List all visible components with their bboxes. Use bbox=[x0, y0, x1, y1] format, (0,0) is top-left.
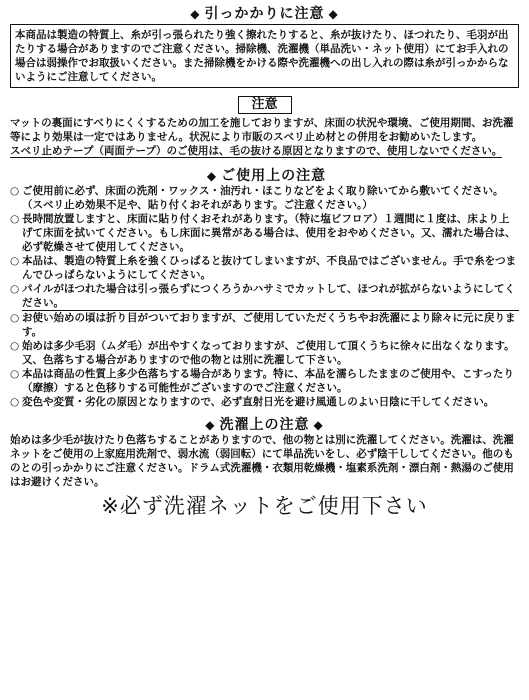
list-item: ○ ご使用前に必ず、床面の洗剤・ワックス・油汚れ・ほこりなどをよく取り除いてから敷いてください。（スベリ止め効果不足や、貼り付くおそれがあります。ご注意ください。） bbox=[10, 185, 504, 211]
list-item: ○ 変色や変質・劣化の原因となりますので、必ず直射日光を避け風通しのよい日陰に干してください。 bbox=[10, 396, 495, 408]
list-item: ○ お使い始めの頃は折り目がついておりますが、ご使用していただくうちやお洗濯により除々に元に戻ります。 bbox=[10, 312, 516, 338]
caution-text: マットの裏面にすべりにくくするための加工を施しておりますが、床面の状況や環境、ご使用期間、お洗濯等により効果は一定ではありません。状況により市販のスベリ止め材との併用をお勧めいたします。 bbox=[10, 117, 514, 143]
list-item: ○ 始めは多少毛羽（ムダ毛）が出やすくなっておりますが、ご使用して頂くうちに徐々に出なくなります。又、色落ちする場合がありますので他の物とは別に洗濯して下さい。 bbox=[10, 340, 515, 366]
washing-block bbox=[10, 433, 519, 489]
caution-underlined-text: スベリ止めテープ（両面テープ）のご使用は、毛の抜ける原因となりますので、使用しないでください。 bbox=[10, 145, 503, 157]
diamond-icon: ◆ bbox=[206, 169, 218, 183]
circle-bullet-icon: ○ bbox=[10, 396, 20, 408]
circle-bullet-icon: ○ bbox=[10, 283, 20, 295]
washing-title: 洗濯上の注意 bbox=[219, 417, 310, 433]
circle-bullet-icon: ○ bbox=[10, 368, 20, 380]
usage-heading bbox=[0, 168, 529, 184]
washing-net-notice: ※必ず洗濯ネットをご使用下さい bbox=[101, 494, 428, 518]
diamond-icon: ◆ bbox=[190, 7, 201, 21]
list-item: ○ パイルがほつれた場合は引っ張らずにつくろうかハサミでカットして、ほつれが拡がらないようにしてください。 bbox=[10, 282, 519, 311]
caution-title: 注意 bbox=[238, 96, 292, 114]
washing-text: 始めは多少毛が抜けたり色落ちすることがありますので、他の物とは別に洗濯してください。洗濯は、洗濯ネットをご使用の上家庭用洗剤で、弱水流（弱回転）にて単品洗いをし、必ず陰干ししてください。他のものとの引っかかりにご注意ください。ドラム式洗濯機・衣類用乾燥機・塩素系洗剤・漂白剤・熱湯のご使用はお避けください。 bbox=[10, 434, 514, 488]
snag-heading bbox=[0, 6, 529, 22]
circle-bullet-icon: ○ bbox=[10, 185, 20, 197]
list-item: ○ 長時間放置しますと、床面に貼り付くおそれがあります。（特に塩ビフロア）１週間に１度は、床より上げて床面を拭いてください。もし床面に異常がある場合は、使用をおやめください。又、濡れた場合は、必ず乾燥させて使用してください。 bbox=[10, 213, 516, 253]
diamond-icon: ◆ bbox=[205, 418, 216, 432]
diamond-icon: ◆ bbox=[313, 418, 324, 432]
diamond-icon: ◆ bbox=[328, 7, 339, 21]
usage-list bbox=[10, 184, 519, 409]
usage-title: ご使用上の注意 bbox=[221, 168, 327, 184]
snag-title: 引っかかりに注意 bbox=[204, 6, 325, 22]
list-item: ○ 本品は商品の性質上多少色落ちする場合があります。特に、本品を濡らしたままのご使用や、こすったり（摩擦）すると色移りする可能性がございますのでご注意ください。 bbox=[10, 368, 514, 394]
washing-heading bbox=[0, 417, 529, 433]
snag-box bbox=[10, 24, 519, 88]
circle-bullet-icon: ○ bbox=[10, 312, 20, 324]
caution-block bbox=[10, 116, 519, 158]
list-item: ○ 本品は、製造の特質上糸を強くひっぱると抜けてしまいますが、不良品ではございません。手で糸をつまんでひっぱらないようにしてください。 bbox=[10, 255, 517, 281]
circle-bullet-icon: ○ bbox=[10, 340, 20, 352]
circle-bullet-icon: ○ bbox=[10, 255, 20, 267]
circle-bullet-icon: ○ bbox=[10, 213, 20, 225]
snag-text: 本商品は製造の特質上、糸が引っ張られたり強く擦れたりすると、糸が抜けたり、ほつれたり、毛羽が出たりする場合がありますのでご注意ください。掃除機、洗濯機（単品洗い・ネット使用）にてお手入れの場合は弱操作でお取扱いください。また掃除機をかける際や洗濯機への出し入れの際は糸が引っかからないようにご注意してください。 bbox=[15, 29, 509, 83]
